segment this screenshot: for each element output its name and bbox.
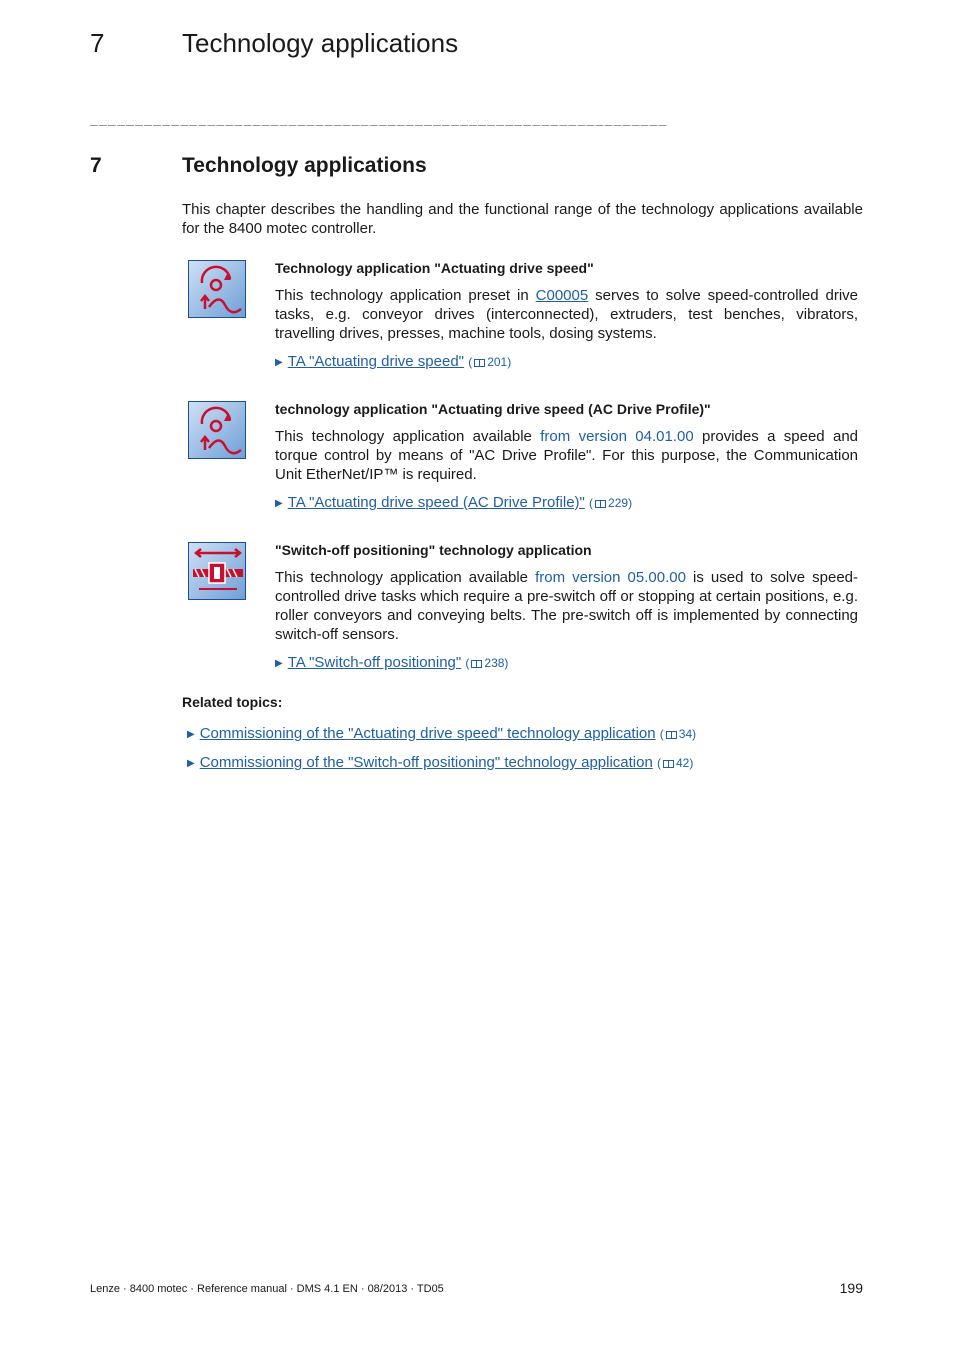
page-reference: ( 42) [657, 756, 694, 770]
arrow-right-icon: ▶ [187, 758, 195, 769]
book-icon [666, 731, 677, 739]
block-description: This technology application available from version 04.01.00 provides a speed and torque control by means of "AC Drive Profile". For this purpose, the Communication Unit EtherNet/IP™ is required. [275, 428, 859, 483]
version-link[interactable]: from version 05.00.00 [535, 569, 686, 586]
cross-reference-link[interactable]: TA "Actuating drive speed (AC Drive Profile)" [287, 494, 585, 511]
page-reference: ( 34) [659, 727, 697, 741]
related-topics-heading: Related topics: [182, 694, 283, 710]
related-topic-item [187, 749, 696, 778]
footer-document-info: Lenze · 8400 motec · Reference manual · DMS 4.1 EN · 08/2013 · TD05 [90, 1283, 444, 1295]
block-description: This technology application preset in C00005 serves to solve speed-controlled drive tasks, e.g. conveyor drives (interconnected), extruders, test benches, vibrators, travelling drives, presses, machine tools, dosing systems. [275, 287, 858, 342]
block-title: "Switch-off positioning" technology application [275, 542, 592, 558]
related-topic-link[interactable]: Commissioning of the "Actuating drive speed" technology application [199, 725, 656, 742]
page-reference: ( 238) [465, 656, 509, 670]
header-chapter-title: Technology applications [182, 28, 459, 58]
block-title: technology application "Actuating drive speed (AC Drive Profile)" [275, 401, 711, 417]
cross-reference [275, 352, 858, 373]
book-icon [471, 660, 482, 668]
related-topic-item [187, 720, 696, 749]
cross-reference-link[interactable]: TA "Actuating drive speed" [287, 353, 465, 370]
cross-reference [275, 493, 858, 514]
section-number: 7 [90, 154, 102, 177]
cross-reference [275, 653, 858, 674]
book-icon [595, 500, 606, 508]
block-title: Technology application "Actuating drive speed" [275, 260, 594, 276]
speed-curve-icon [188, 260, 246, 318]
speed-curve-icon [188, 401, 246, 459]
page-reference: ( 201) [468, 355, 512, 369]
code-link[interactable]: C00005 [535, 287, 589, 304]
arrow-right-icon: ▶ [275, 498, 283, 509]
header-separator: ________________________________________________________________ [90, 112, 668, 126]
arrow-right-icon: ▶ [275, 658, 283, 669]
positioning-screw-icon [188, 542, 246, 600]
arrow-right-icon: ▶ [275, 357, 283, 368]
version-link[interactable]: from version 04.01.00 [540, 428, 694, 445]
related-topic-link[interactable]: Commissioning of the "Switch-off positioning" technology application [199, 754, 653, 771]
related-topics-list [187, 720, 696, 778]
page-reference: ( 229) [589, 496, 633, 510]
section-intro: This chapter describes the handling and the functional range of the technology applications available for the 8400 motec controller. [182, 201, 863, 237]
book-icon [474, 359, 485, 367]
section-title: Technology applications [182, 154, 427, 177]
arrow-right-icon: ▶ [187, 729, 195, 740]
book-icon [663, 760, 674, 768]
cross-reference-link[interactable]: TA "Switch-off positioning" [287, 654, 462, 671]
footer-page-number: 199 [839, 1280, 863, 1296]
header-chapter-number: 7 [90, 28, 105, 58]
block-description: This technology application available from version 05.00.00 is used to solve speed-controlled drive tasks which require a pre-switch off or stopping at certain positions, e.g. roller conveyors and conveying belts. The pre-switch off is implemented by connecting switch-off sensors. [275, 569, 859, 643]
